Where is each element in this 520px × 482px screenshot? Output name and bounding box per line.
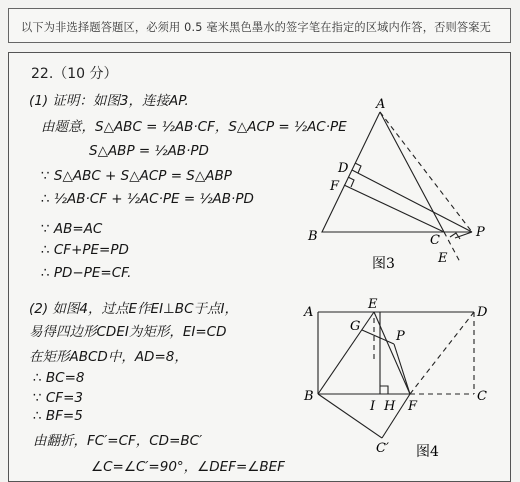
part2-line-6: ∴ BF=5 <box>33 408 83 424</box>
fig4-point-a: A <box>304 305 314 320</box>
fig4-point-f: F <box>408 399 418 414</box>
part1-line-1: (1) 证明：如图3，连接AP. <box>29 93 189 109</box>
fig4-point-g: G <box>350 319 361 334</box>
fig4-caption: 图4 <box>416 444 439 460</box>
segment-be <box>318 312 374 394</box>
part1-line-3: S△ABP = ½AB·PD <box>89 143 209 159</box>
part1-line-4: ∵ S△ABC + S△ACP = S△ABP <box>41 168 232 184</box>
fig3-point-b: B <box>308 229 318 244</box>
fig3-point-p: P <box>476 225 485 240</box>
dashed-df <box>410 312 474 394</box>
question-number: 22.（10 分） <box>31 66 118 82</box>
fig3-point-f: F <box>330 179 340 194</box>
part1-line-5: ∴ ½AB·CF + ½AC·PE = ½AB·PD <box>41 191 254 207</box>
segment-pf <box>394 344 410 394</box>
part2-line-5: ∵ CF=3 <box>33 390 83 406</box>
fig3-point-c: C <box>430 233 440 248</box>
fig3-point-a: A <box>376 97 386 112</box>
part1-line-7: ∴ CF+PE=PD <box>41 242 129 258</box>
fig4-point-d: D <box>477 305 488 320</box>
fig4-point-i: I <box>370 399 376 414</box>
part1-line-6: ∵ AB=AC <box>41 221 103 237</box>
right-angle-h <box>380 386 388 394</box>
fig3-point-d: D <box>338 161 349 176</box>
fig4-point-c-prime: C′ <box>376 441 389 456</box>
segment-ef <box>374 312 410 394</box>
part2-line-4: ∴ BC=8 <box>33 370 85 386</box>
fig4-point-p: P <box>396 329 405 344</box>
segment-gp <box>362 330 394 344</box>
part2-line-7: 由翻折，FC′=CF，CD=BC′ <box>33 433 203 449</box>
part2-line-8: ∠C=∠C′=90°，∠DEF=∠BEF <box>91 459 285 475</box>
part2-line-2: 易得四边形CDEI为矩形，EI=CD <box>29 324 227 340</box>
fig4-point-b: B <box>304 389 314 404</box>
fig4-point-c: C <box>477 389 487 404</box>
part2-line-3: 在矩形ABCD中，AD=8， <box>29 349 188 365</box>
fig3-point-e: E <box>438 251 448 266</box>
banner-text: 以下为非选择题答题区，必须用 0.5 毫米黑色墨水的签字笔在指定的区域内作答，否则答案无 <box>21 21 492 34</box>
fig3-caption: 图3 <box>372 256 395 272</box>
part1-line-2: 由题意，S△ABC = ½AB·CF，S△ACP = ½AC·PE <box>41 119 347 135</box>
part2-line-1: (2) 如图4，过点E作EI⊥BC于点I， <box>29 301 238 317</box>
fig4-point-h: H <box>384 399 396 414</box>
part1-line-8: ∴ PD−PE=CF. <box>41 265 132 281</box>
fig4-point-e: E <box>368 297 378 312</box>
